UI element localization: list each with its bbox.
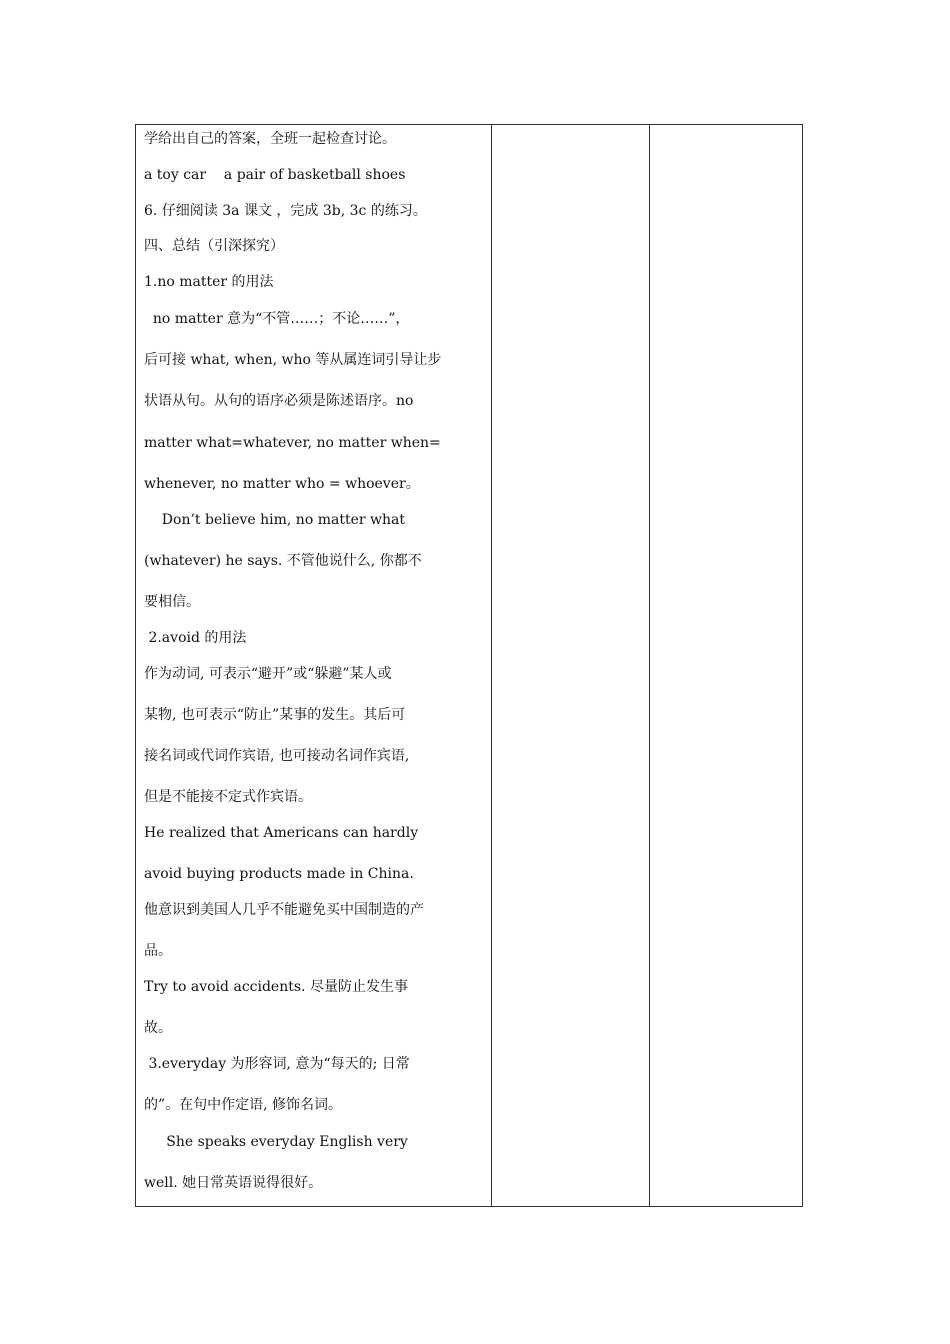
text-line: 要相信。 (144, 594, 200, 610)
text-line: 他意识到美国人几乎不能避免买中国制造的产 (144, 902, 424, 918)
column-divider (491, 125, 492, 1206)
text-line: Try to avoid accidents. 尽量防止发生事 (144, 979, 408, 995)
column-divider (649, 125, 650, 1206)
text-line: 作为动词, 可表示“避开”或“躲避”某人或 (144, 666, 392, 682)
text-line: 6. 仔细阅读 3a 课文 ，完成 3b, 3c 的练习。 (144, 203, 427, 219)
text-line: 2.avoid 的用法 (144, 630, 247, 646)
section-heading: 四、总结（引深探究） (144, 238, 284, 254)
text-line: She speaks everyday English very (144, 1134, 408, 1150)
text-line: matter what=whatever, no matter when= (144, 435, 441, 451)
text-line: 状语从句。从句的语序必须是陈述语序。no (144, 393, 414, 409)
text-line: avoid buying products made in China. (144, 866, 414, 882)
text-line: 但是不能接不定式作宾语。 (144, 789, 312, 805)
text-line: Don’t believe him, no matter what (144, 512, 405, 528)
text-line: 学给出自己的答案，全班一起检查讨论。 (144, 131, 396, 147)
text-line: 后可接 what, when, who 等从属连词引导让步 (144, 352, 442, 368)
text-line: well. 她日常英语说得很好。 (144, 1175, 323, 1191)
text-line: (whatever) he says. 不管他说什么, 你都不 (144, 553, 422, 569)
text-line: He realized that Americans can hardly (144, 825, 419, 841)
text-line: 故。 (144, 1020, 172, 1036)
text-line: 接名词或代词作宾语, 也可接动名词作宾语, (144, 748, 410, 764)
text-line: 3.everyday 为形容词, 意为“每天的; 日常 (144, 1056, 410, 1072)
text-line: a toy car a pair of basketball shoes (144, 167, 406, 183)
text-line: 1.no matter 的用法 (144, 274, 274, 290)
text-line: 品。 (144, 943, 172, 959)
text-line: whenever, no matter who = whoever。 (144, 476, 420, 492)
lesson-table (135, 124, 803, 1207)
text-line: 某物, 也可表示“防止”某事的发生。其后可 (144, 707, 406, 723)
text-line: no matter 意为“不管……；不论……”， (144, 311, 410, 327)
text-line: 的”。在句中作定语, 修饰名词。 (144, 1097, 343, 1113)
